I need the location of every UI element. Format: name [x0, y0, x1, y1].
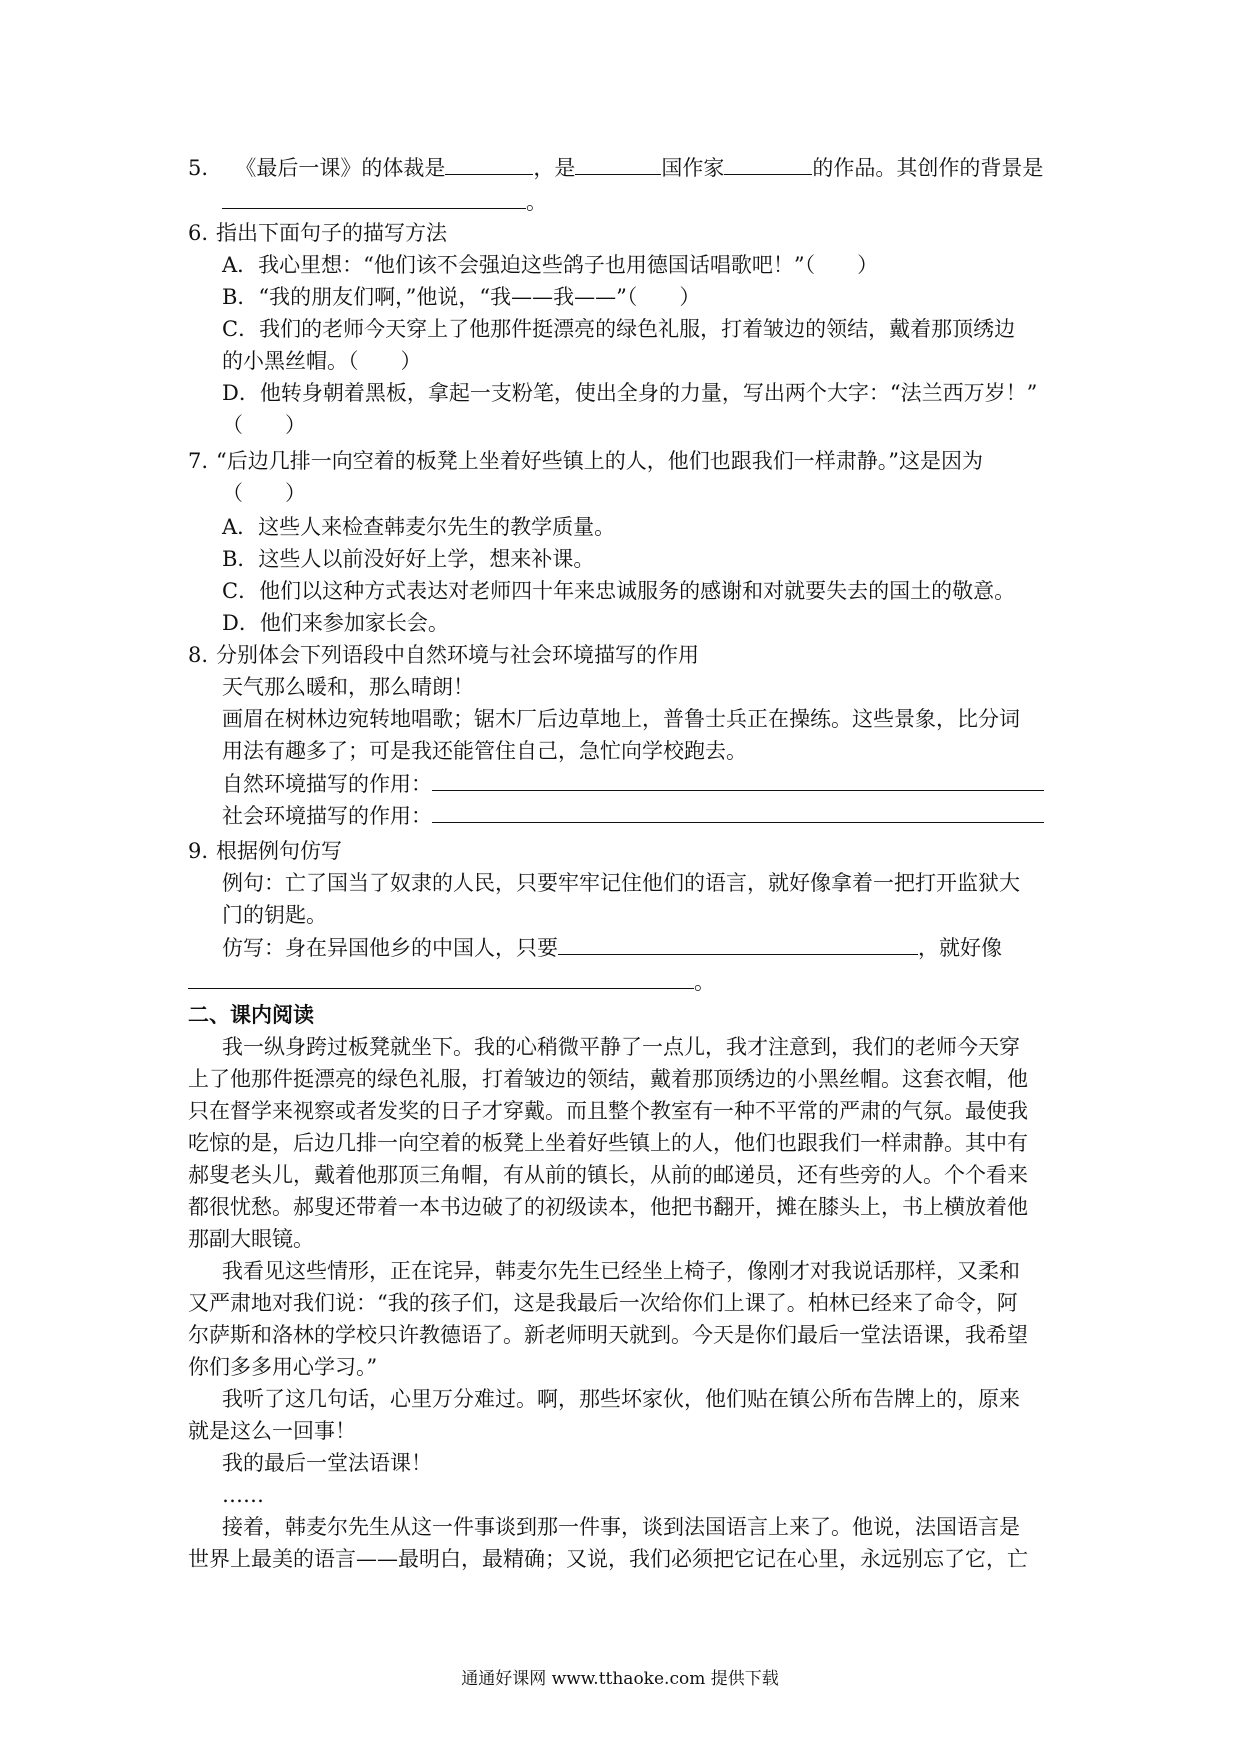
q6-option-d-line2: （ ） [222, 413, 306, 437]
q8-title: 8. 分别体会下列语段中自然环境与社会环境描写的作用 [188, 643, 700, 667]
q9-imitate-line2: 。 [188, 966, 715, 997]
q5-blank-author[interactable] [724, 152, 812, 175]
q8-social-label: 社会环境描写的作用： [222, 804, 432, 828]
passage-line: 都很忧愁。郝叟还带着一本书边破了的初级读本，他把书翻开，摊在膝头上，书上横放着他 [188, 1195, 1028, 1219]
q9-blank-result[interactable] [188, 966, 694, 989]
passage-line: 我一纵身跨过板凳就坐下。我的心稍微平静了一点儿，我才注意到，我们的老师今天穿 [222, 1035, 1020, 1059]
q7-option-b: B．这些人以前没好好上学，想来补课。 [222, 547, 595, 571]
q6-option-c-line2: 的小黑丝帽。（ ） [222, 349, 422, 373]
q8-nature-label: 自然环境描写的作用： [222, 772, 432, 796]
q8-social-answer-line[interactable] [432, 800, 1044, 823]
passage-line: 我看见这些情形，正在诧异，韩麦尔先生已经坐上椅子，像刚才对我说话那样，又柔和 [222, 1259, 1020, 1283]
passage-line: 世界上最美的语言——最明白，最精确；又说，我们必须把它记在心里，永远别忘了它，亡 [188, 1547, 1028, 1571]
q7-stem-line2: （ ） [222, 481, 306, 505]
section2-heading: 二、课内阅读 [188, 1003, 314, 1027]
q5-blank-genre[interactable] [445, 152, 533, 175]
q8-passage-line1: 天气那么暖和，那么晴朗！ [222, 675, 474, 699]
page-footer: 通通好课网 www.tthaoke.com 提供下载 [461, 1669, 779, 1689]
q9-example-line1: 例句：亡了国当了奴隶的人民，只要牢牢记住他们的语言，就好像拿着一把打开监狱大 [222, 871, 1020, 895]
q8-passage-line3: 用法有趣多了；可是我还能管住自己，急忙向学校跑去。 [222, 739, 747, 763]
passage-line: 你们多多用心学习。” [188, 1355, 378, 1379]
q6-option-a: A．我心里想：“他们该不会强迫这些鸽子也用德国话唱歌吧！”（ ） [222, 253, 879, 277]
q8-nature-row [222, 768, 1044, 799]
q5-blank-country[interactable] [575, 152, 661, 175]
q6-option-c-line1: C．我们的老师今天穿上了他那件挺漂亮的绿色礼服，打着皱边的领结，戴着那顶绣边 [222, 317, 1016, 341]
q7-stem-line1: 7. “后边几排一向空着的板凳上坐着好些镇上的人，他们也跟我们一样肃静。”这是因为 [188, 449, 984, 473]
q5-line2: 。 [222, 186, 547, 217]
passage-line: 我的最后一堂法语课！ [222, 1451, 432, 1475]
q6-option-b: B．“我的朋友们啊，”他说，“我——我——”（ ） [222, 285, 701, 309]
passage-line: 我听了这几句话，心里万分难过。啊，那些坏家伙，他们贴在镇公所布告牌上的，原来 [222, 1387, 1020, 1411]
passage-line: 尔萨斯和洛林的学校只许教德语了。新老师明天就到。今天是你们最后一堂法语课，我希望 [188, 1323, 1028, 1347]
q7-option-c: C．他们以这种方式表达对老师四十年来忠诚服务的感谢和对就要失去的国土的敬意。 [222, 579, 1016, 603]
passage-line: 郝叟老头儿，戴着他那顶三角帽，有从前的镇长，从前的邮递员，还有些旁的人。个个看来 [188, 1163, 1028, 1187]
q7-option-a: A．这些人来检查韩麦尔先生的教学质量。 [222, 515, 616, 539]
q8-nature-answer-line[interactable] [432, 768, 1044, 791]
passage-line: 上了他那件挺漂亮的绿色礼服，打着皱边的领结，戴着那顶绣边的小黑丝帽。这套衣帽，他 [188, 1067, 1028, 1091]
q8-social-row [222, 800, 1044, 831]
passage-line: 又严肃地对我们说：“我的孩子们，这是我最后一次给你们上课了。柏林已经来了命令，阿 [188, 1291, 1018, 1315]
q5-number: 5. [188, 156, 209, 180]
passage-line: 吃惊的是，后边几排一向空着的板凳上坐着好些镇上的人，他们也跟我们一样肃静。其中有 [188, 1131, 1028, 1155]
q9-blank-condition[interactable] [558, 932, 918, 955]
q9-title: 9. 根据例句仿写 [188, 839, 343, 863]
q9-example-line2: 门的钥匙。 [222, 903, 327, 927]
passage-line: 只在督学来视察或者发奖的日子才穿戴。而且整个教室有一种不平常的严肃的气氛。最使我 [188, 1099, 1028, 1123]
passage-line: 就是这么一回事！ [188, 1419, 356, 1443]
q6-title: 6. 指出下面句子的描写方法 [188, 221, 448, 245]
passage-line: …… [222, 1483, 264, 1507]
q9-imitate-line1: 仿写：身在异国他乡的中国人，只要 ，就好像 [222, 932, 1002, 963]
q8-passage-line2: 画眉在树林边宛转地唱歌；锯木厂后边草地上，普鲁士兵正在操练。这些景象，比分词 [222, 707, 1020, 731]
q6-option-d-line1: D．他转身朝着黑板，拿起一支粉笔，使出全身的力量，写出两个大字：“法兰西万岁！” [222, 381, 1038, 405]
passage-line: 接着，韩麦尔先生从这一件事谈到那一件事，谈到法国语言上来了。他说，法国语言是 [222, 1515, 1020, 1539]
q5-line1: 5. 《最后一课》的体裁是 ，是 国作家 的作品。其创作的背景是 [188, 152, 1043, 183]
passage-line: 那副大眼镜。 [188, 1227, 314, 1251]
q7-option-d: D．他们来参加家长会。 [222, 611, 449, 635]
q5-blank-background[interactable] [222, 186, 526, 209]
